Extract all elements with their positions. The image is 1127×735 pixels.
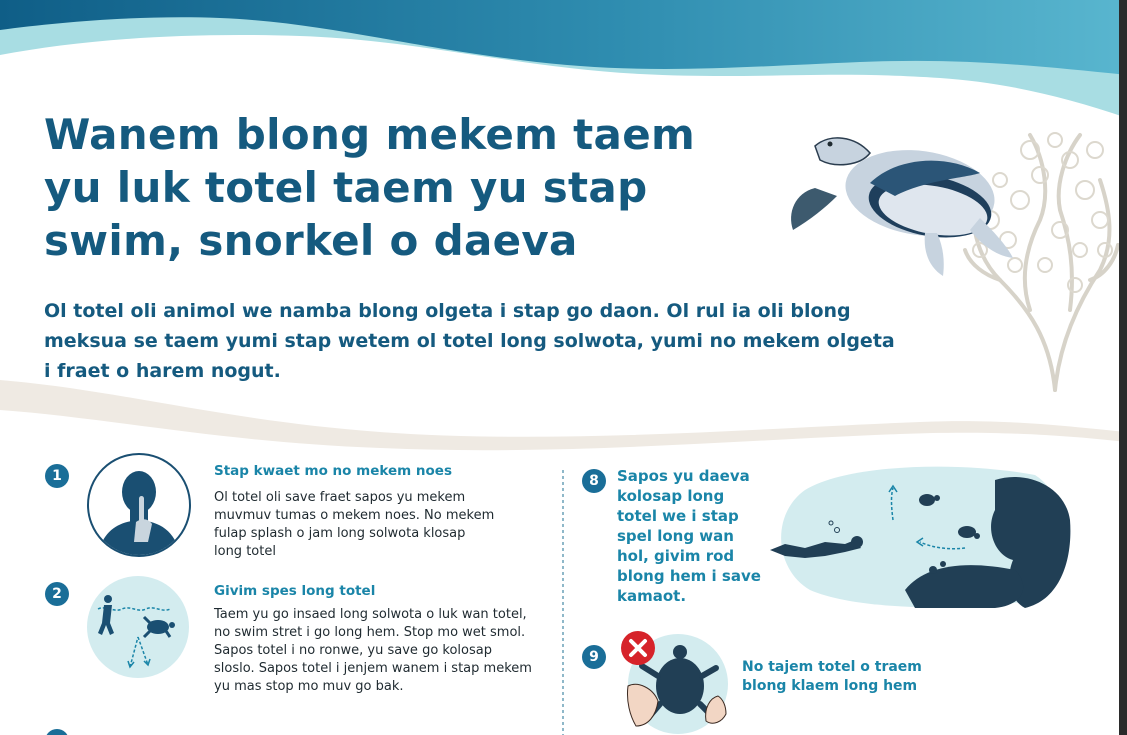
column-divider: [562, 470, 564, 735]
person-shush-icon: [86, 452, 192, 558]
step-2-heading: Givim spes long totel: [214, 583, 376, 599]
step-2-line: no swim stret i go long hem. Stop mo wet smol.: [214, 625, 526, 640]
intro-line-1: Ol totel oli animol we namba blong olgeta i stap go daon. Ol rul ia oli blong: [44, 300, 851, 322]
diver-cave-icon: [765, 460, 1075, 610]
step-8-line: totel we i stap: [617, 507, 739, 525]
title-line-1: Wanem blong mekem taem: [44, 110, 696, 159]
step-2-body: [214, 606, 532, 696]
step-9-line: blong klaem long hem: [742, 678, 918, 694]
diver-icon: [86, 575, 190, 679]
step-2-line: yu mas stop mo muv go bak.: [214, 679, 404, 694]
step-8-line: kamaot.: [617, 587, 687, 605]
title-line-2: yu luk totel taem yu stap: [44, 163, 648, 212]
step-1-line: Ol totel oli save fraet sapos yu mekem: [214, 490, 466, 505]
step-8-line: hol, givim rod: [617, 547, 735, 565]
intro-text: [44, 296, 944, 386]
step-9-heading: [742, 658, 922, 696]
step-2-line: Taem yu go insaed long solwota o luk wan totel,: [214, 607, 527, 622]
step-2-number: 2: [45, 582, 69, 606]
step-9-line: No tajem totel o traem: [742, 659, 922, 675]
turtle-icon: [775, 118, 1015, 278]
step-2-line: sloslo. Sapos totel i jenjem wanem i stap mekem: [214, 661, 532, 676]
step-1-line: muvmuv tumas o mekem noes. No mekem: [214, 508, 495, 523]
step-1-line: fulap splash o jam long solwota klosap: [214, 526, 466, 541]
step-1-body: [214, 489, 494, 561]
step-8-heading: [617, 466, 761, 606]
step-8-line: spel long wan: [617, 527, 734, 545]
page-title: [44, 108, 784, 267]
intro-line-3: i fraet o harem nogut.: [44, 360, 281, 382]
step-1-heading: Stap kwaet mo no mekem noes: [214, 463, 452, 479]
step-8-number: 8: [582, 469, 606, 493]
step-8-line: kolosap long: [617, 487, 725, 505]
step-3-number-partial: [45, 729, 69, 735]
step-2-line: Sapos totel i no ronwe, yu save go kolosap: [214, 643, 492, 658]
step-8-line: Sapos yu daeva: [617, 467, 750, 485]
hands-turtle-icon: [618, 626, 728, 735]
step-8-line: blong hem i save: [617, 567, 761, 585]
step-9-number: 9: [582, 645, 606, 669]
step-1-line: long totel: [214, 544, 276, 559]
step-1-number: 1: [45, 464, 69, 488]
intro-line-2: meksua se taem yumi stap wetem ol totel long solwota, yumi no mekem olgeta: [44, 330, 895, 352]
page-edge: [1119, 0, 1127, 735]
title-line-3: swim, snorkel o daeva: [44, 216, 578, 265]
